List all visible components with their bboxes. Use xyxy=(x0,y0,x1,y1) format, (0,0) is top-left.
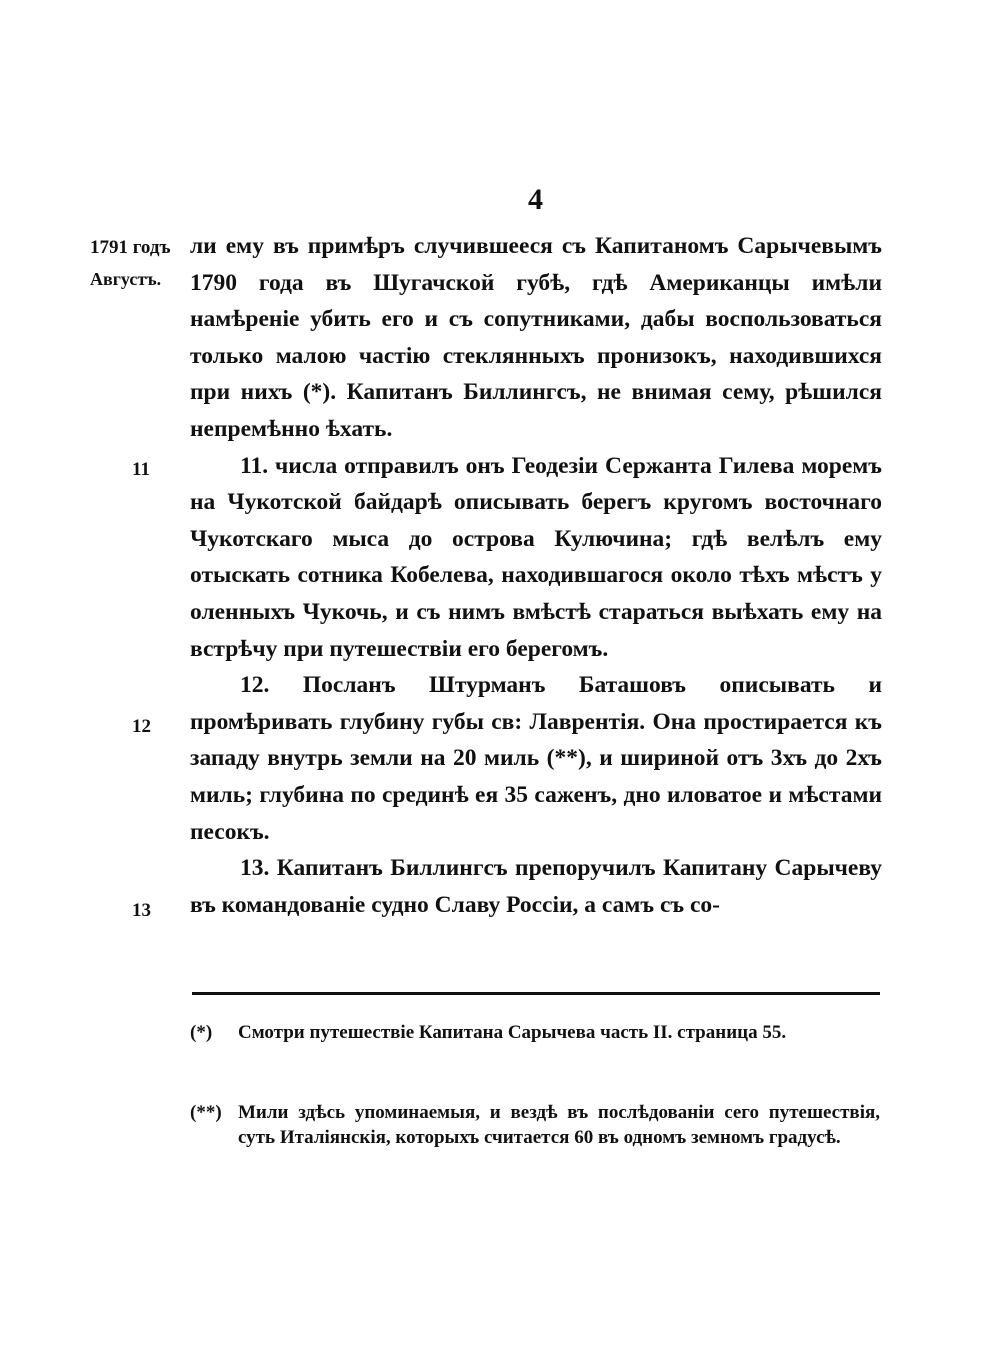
footnote-rule xyxy=(192,992,880,995)
margin-note-day-12: 12 xyxy=(132,716,151,737)
margin-note-month: Августъ. xyxy=(90,269,162,289)
footnote-2 xyxy=(190,1100,880,1150)
paragraph-day-12: 12. Посланъ Штурманъ Баташовъ описывать и промѣривать глубину губы св: Лаврентія. Она простирается къ западу внутрь земли на 20 миль (**), и шириной отъ 3хъ до 2хъ миль; глубина по срединѣ ея 35 саженъ, дно иловатое и мѣстами песокъ. xyxy=(190,672,882,845)
margin-note-day-13: 13 xyxy=(132,900,151,921)
footnote-2-mark: (**) xyxy=(190,1102,222,1123)
footnote-1-text: Смотри путешествіе Капитана Сарычева часть II. страница 55. xyxy=(238,1022,787,1043)
main-text xyxy=(190,228,882,923)
margin-note-year: 1791 годъ xyxy=(90,237,171,258)
paragraph-continuation: ли ему въ примѣръ случившееся съ Капитаномъ Сарычевымъ 1790 года въ Шугачской губѣ, гдѣ Американцы имѣли намѣреніе убить его и съ сопутниками, дабы воспользоваться только малою частію стеклянныхъ пронизокъ, находившихся при нихъ (*). Капитанъ Биллингсъ, не внимая сему, рѣшился непремѣнно ѣхать. xyxy=(190,233,882,442)
paragraph-day-13: 13. Капитанъ Биллингсъ препоручилъ Капитану Сарычеву въ командованіе судно Славу Россіи, а самъ съ со- xyxy=(190,855,882,918)
page-number: 4 xyxy=(528,183,543,216)
footnote-1-mark: (*) xyxy=(190,1022,213,1043)
margin-note-day-11: 11 xyxy=(132,459,150,480)
footnote-1 xyxy=(190,1020,880,1045)
paragraph-day-11: 11. числа отправилъ онъ Геодезіи Сержанта Гилева моремъ на Чукотской байдарѣ описывать берегъ кругомъ восточнаго Чукотскаго мыса до острова Кулючина; гдѣ велѣлъ ему отыскать сотника Кобелева, находившагося около тѣхъ мѣстъ у оленныхъ Чукочь, и съ нимъ вмѣстѣ стараться выѣхать ему на встрѣчу при путешествіи его берегомъ. xyxy=(190,452,882,662)
footnote-2-text: Мили здѣсь упоминаемыя, и вездѣ въ послѣдованіи сего путешествія, суть Италіянскія, которыхъ считается 60 въ одномъ земномъ градусѣ. xyxy=(238,1102,880,1148)
